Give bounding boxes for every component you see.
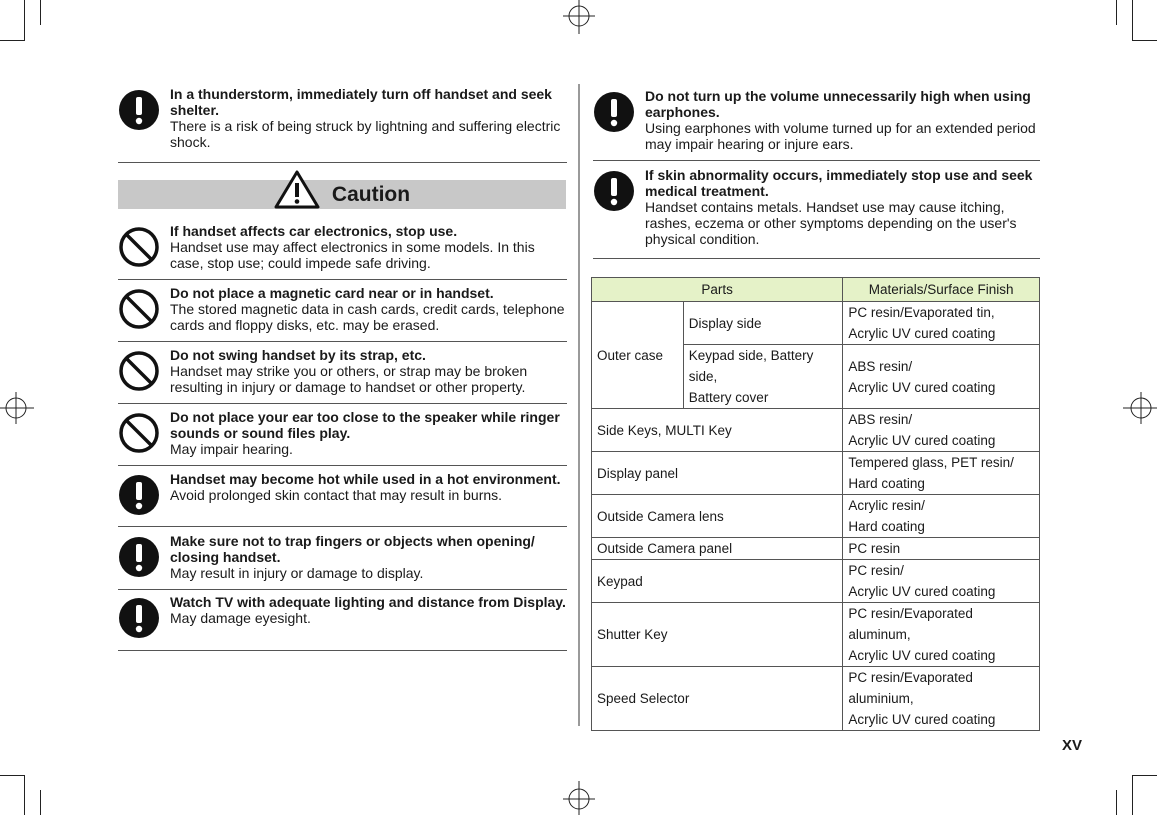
item-body: The stored magnetic data in cash cards, credit cards, telephone cards and floppy disks, etc. may be erased. bbox=[170, 301, 565, 333]
part-cell bbox=[683, 345, 843, 409]
outer-case-cell: Outer case bbox=[592, 302, 684, 409]
exclamation-icon bbox=[118, 536, 160, 578]
caution-heading: Caution bbox=[331, 182, 411, 206]
item-title: In a thunderstorm, immediately turn off handset and seek shelter. bbox=[170, 86, 552, 118]
material-line: Acrylic UV cured coating bbox=[848, 379, 996, 395]
material-line: aluminium, bbox=[848, 691, 914, 706]
table-row bbox=[592, 538, 1040, 560]
material-line: Acrylic UV cured coating bbox=[848, 326, 996, 341]
material-cell bbox=[843, 560, 1040, 603]
caution-skin-abnormality bbox=[593, 167, 1040, 259]
registration-mark-icon bbox=[561, 779, 597, 815]
part-cell: Keypad bbox=[592, 560, 843, 603]
item-body: Handset use may affect electronics in some models. In this case, stop use; could impede safe driving. bbox=[170, 239, 535, 271]
crop-mark bbox=[1132, 40, 1157, 41]
registration-mark-icon bbox=[561, 0, 597, 36]
item-title: Make sure not to trap fingers or objects when opening/ closing handset. bbox=[170, 533, 535, 565]
part-line: Battery cover bbox=[688, 390, 769, 405]
crop-mark bbox=[24, 775, 25, 815]
item-title: If skin abnormality occurs, immediately stop use and seek medical treatment. bbox=[645, 167, 1033, 199]
item-body: Using earphones with volume turned up for an extended period may impair hearing or injure ears. bbox=[645, 120, 1036, 152]
material-cell bbox=[843, 495, 1040, 538]
table-row bbox=[592, 603, 1040, 667]
part-line: Keypad side, Battery side, bbox=[688, 348, 814, 384]
item-body: Handset may strike you or others, or strap may be broken resulting in injury or damage to handset or other property. bbox=[170, 363, 528, 395]
caution-heading-bar bbox=[118, 180, 566, 209]
item-body: Handset contains metals. Handset use may cause itching, rashes, eczema or other symptoms depending on the user's physical condition. bbox=[645, 199, 1017, 247]
part-cell: Side Keys, MULTI Key bbox=[592, 409, 843, 452]
table-row bbox=[592, 302, 1040, 345]
material-line: Acrylic UV cured coating bbox=[848, 648, 996, 663]
crop-mark bbox=[40, 0, 41, 25]
item-title: Handset may become hot while used in a hot environment. bbox=[170, 471, 561, 487]
part-cell: Outside Camera panel bbox=[592, 538, 843, 560]
part-cell: Speed Selector bbox=[592, 667, 843, 731]
material-line: PC resin/Evaporated tin, bbox=[848, 305, 995, 320]
part-cell: Display side bbox=[683, 302, 843, 345]
table-header-row bbox=[592, 278, 1040, 302]
crop-mark bbox=[1132, 775, 1157, 776]
warning-triangle-icon bbox=[274, 169, 320, 209]
material-line: PC resin bbox=[848, 541, 901, 556]
material-cell bbox=[843, 667, 1040, 731]
material-cell bbox=[843, 409, 1040, 452]
crop-mark bbox=[1116, 0, 1117, 25]
prohibited-icon bbox=[118, 288, 160, 330]
item-title: If handset affects car electronics, stop use. bbox=[170, 223, 458, 239]
material-line: PC resin/ bbox=[848, 563, 904, 578]
material-cell bbox=[843, 452, 1040, 495]
crop-mark bbox=[1132, 775, 1133, 815]
exclamation-icon bbox=[118, 474, 160, 516]
caution-car-electronics bbox=[118, 223, 567, 280]
exclamation-icon bbox=[118, 597, 160, 639]
material-line: ABS resin/ bbox=[848, 358, 913, 374]
warning-thunderstorm bbox=[118, 86, 567, 163]
caution-earphone-volume bbox=[593, 88, 1040, 161]
header-parts: Parts bbox=[592, 278, 843, 302]
item-body: There is a risk of being struck by lightning and suffering electric shock. bbox=[170, 118, 561, 150]
material-line: Acrylic resin/ bbox=[848, 498, 925, 513]
material-line: PC resin/Evaporated bbox=[848, 670, 973, 685]
material-line: Acrylic UV cured coating bbox=[848, 433, 996, 448]
material-line: PC resin/Evaporated aluminum, bbox=[848, 606, 973, 642]
table-row bbox=[592, 452, 1040, 495]
material-line: ABS resin/ bbox=[848, 412, 913, 427]
part-cell: Shutter Key bbox=[592, 603, 843, 667]
materials-table bbox=[591, 277, 1040, 731]
registration-mark-icon bbox=[0, 390, 36, 426]
crop-mark bbox=[40, 790, 41, 815]
material-line: Tempered glass, PET resin/ bbox=[848, 455, 1014, 470]
part-cell: Outside Camera lens bbox=[592, 495, 843, 538]
material-line: Acrylic UV cured coating bbox=[848, 584, 996, 599]
prohibited-icon bbox=[118, 226, 160, 268]
caution-trap-fingers bbox=[118, 533, 567, 590]
item-body: Avoid prolonged skin contact that may result in burns. bbox=[170, 487, 503, 503]
prohibited-icon bbox=[118, 412, 160, 454]
item-title: Do not turn up the volume unnecessarily high when using earphones. bbox=[645, 88, 1031, 120]
exclamation-icon bbox=[593, 170, 635, 212]
material-cell bbox=[843, 345, 1040, 409]
item-body: May damage eyesight. bbox=[170, 610, 311, 626]
exclamation-icon bbox=[593, 91, 635, 133]
material-cell bbox=[843, 603, 1040, 667]
header-materials: Materials/Surface Finish bbox=[843, 278, 1040, 302]
item-title: Do not swing handset by its strap, etc. bbox=[170, 347, 426, 363]
material-cell bbox=[843, 302, 1040, 345]
registration-mark-icon bbox=[1121, 390, 1157, 426]
item-title: Watch TV with adequate lighting and distance from Display. bbox=[170, 594, 566, 610]
material-line: Hard coating bbox=[848, 519, 925, 534]
exclamation-icon bbox=[118, 89, 160, 131]
prohibited-icon bbox=[118, 350, 160, 392]
caution-handset-hot bbox=[118, 471, 567, 527]
crop-mark bbox=[0, 775, 25, 776]
caution-ear-speaker bbox=[118, 409, 567, 466]
item-body: May impair hearing. bbox=[170, 441, 293, 457]
caution-magnetic-card bbox=[118, 285, 567, 342]
page-number: XV bbox=[1062, 737, 1083, 754]
item-body: May result in injury or damage to display. bbox=[170, 565, 424, 581]
material-line: Acrylic UV cured coating bbox=[848, 712, 996, 727]
crop-mark bbox=[0, 40, 25, 41]
crop-mark bbox=[1132, 0, 1133, 41]
table-row bbox=[592, 495, 1040, 538]
table-row bbox=[592, 667, 1040, 731]
material-line: Hard coating bbox=[848, 476, 925, 491]
column-divider bbox=[578, 84, 580, 726]
table-row bbox=[592, 560, 1040, 603]
caution-watch-tv bbox=[118, 594, 567, 651]
part-cell: Display panel bbox=[592, 452, 843, 495]
crop-mark bbox=[24, 0, 25, 41]
item-title: Do not place your ear too close to the speaker while ringer sounds or sound files play. bbox=[170, 409, 560, 441]
item-title: Do not place a magnetic card near or in handset. bbox=[170, 285, 494, 301]
crop-mark bbox=[1116, 790, 1117, 815]
material-cell bbox=[843, 538, 1040, 560]
caution-swing-strap bbox=[118, 347, 567, 404]
table-row bbox=[592, 409, 1040, 452]
